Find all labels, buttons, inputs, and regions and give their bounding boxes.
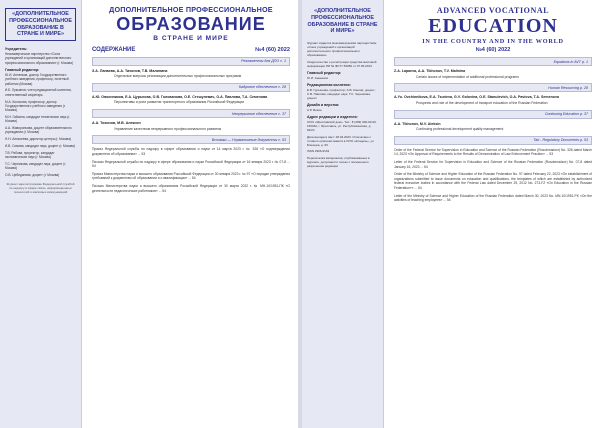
sidebar-board-item: И.Б. Лукьянов, член редакционной коллегии, ответственный секретарь <box>5 88 72 97</box>
docs-section-bar: Вставки — Нормативные документы с. 53 <box>92 135 290 144</box>
toc-header <box>92 47 290 53</box>
toc-title: СОДЕРЖАНИЕ <box>92 46 136 53</box>
sidebar-editor-heading: Главный редактор: <box>5 67 40 72</box>
sidebar-editor-text: Ю.И. Анненков, доктор Государственного учебного заведения, профессор, почетный работник (Москва) <box>5 72 69 86</box>
sidebar-note: Перепечатка материалов, опубликованных в журнале, допускается только с письменного разрешения редакции <box>307 155 370 168</box>
right-page <box>302 0 600 428</box>
sidebar-registration: Свидетельство о регистрации средства массовой информации ПИ № ФС77-53950 от 07.05.2013 <box>307 59 377 68</box>
sidebar-footer: Журнал зарегистрирован Федеральной службой по надзору в сфере связи, информационных технологий и массовых коммуникаций <box>6 182 75 195</box>
section-bar: Equations in AVT p. 1 <box>394 57 592 66</box>
document-item[interactable]: Order of the Ministry of Science and Higher Education of the Russian Federation No. 97 dated February 22, 2023 «On establishment of organizations submitted to issue documents on education and qualifications, the templates of which are established by authorized federal executive bodies in accordance with the Federal Law dated December 29, 2012 No. 273-FZ «On Education in the Russian Federation»» ... 54 <box>394 172 592 191</box>
article-authors: A.A. Tikhonov, M.V. Aleksin <box>394 121 441 126</box>
section-bar: Human Resourcing p. 28 <box>394 83 592 92</box>
article-title[interactable]: Управление качеством непрерывного профессионального развития <box>114 126 222 131</box>
sidebar-board-item: М.Н. Гайсина, кандидат технических наук (г. Москва) <box>5 114 70 124</box>
article-title[interactable]: Отдельные вопросы реализации дополнительных профессиональных программ <box>114 74 242 79</box>
right-sidebar <box>302 0 384 428</box>
sidebar-design-text: А.Р. Фокин <box>307 107 322 112</box>
sidebar-address-text: ООО «Ярославский дом». Тел.: 8 (499) 000-00-00. 150040, г. Ярославль, ул. Республиканская, д. 62/24 <box>307 120 377 133</box>
article-title[interactable]: Prospects and role of the development of transport education of the Russian Federation <box>416 100 548 105</box>
right-main <box>390 0 596 428</box>
section-bar: Регламенты для ДПО с. 1 <box>92 57 290 66</box>
left-main <box>88 0 294 428</box>
masthead <box>92 6 290 43</box>
docs-section-bar: Tab - Regulatory Documents p. 53 <box>394 136 592 145</box>
masthead-line3: В СТРАНЕ И МИРЕ <box>153 34 229 42</box>
masthead-title: ОБРАЗОВАНИЕ <box>116 13 266 34</box>
sidebar-journal-title: «ДОПОЛНИТЕЛЬНОЕ ПРОФЕССИОНАЛЬНОЕ ОБРАЗОВАНИЕ В СТРАНЕ И МИРЕ» <box>307 8 378 35</box>
article-title[interactable]: Перспективы и роли развития транспортного образования Российской Федерации <box>114 100 245 105</box>
masthead-line3: IN THE COUNTRY AND IN THE WORLD <box>422 38 564 45</box>
sidebar-founder-text: Некоммерческое партнерство «Союз учреждений и организаций дополнительного профессионального образования» (г. Москва) <box>5 52 73 65</box>
article-authors: З.А. Лапаева, А.А. Тихонов, Т.В. Малинина <box>92 68 168 73</box>
masthead-line1: ДОПОЛНИТЕЛЬНОЕ ПРОФЕССИОНАЛЬНОЕ <box>109 5 273 14</box>
left-sidebar <box>0 0 82 428</box>
sidebar-design-heading: Дизайн и верстка: <box>307 102 340 107</box>
sidebar-board-item: М.А. Колосова, профессор, доктор Государственного учебного заведения (г. Москва) <box>5 99 66 113</box>
section-bar: Кадровое обеспечение с. 28 <box>92 83 290 92</box>
sidebar-board-item: Т.С. Черникова, кандидат наук, доцент (г. Москва) <box>5 161 66 171</box>
document-item[interactable]: Письмо Министерства науки и высшего образования Российской Федерации от 30 марта 2022 г. № МН-10/1951-ПК «О деятельности педагогических работников» ... 54 <box>92 183 290 193</box>
section-bar: Непрерывное обеспечение с. 37 <box>92 109 290 118</box>
document-item[interactable]: Приказ Министерства науки и высшего образования Российской Федерации от 30 января 2023 г. № 97 «О порядке утверждения требований к документам об образовании и о квалификации» ... 54 <box>92 171 290 181</box>
left-page <box>0 0 298 428</box>
sidebar-board-item: А.А. Жаворонкова, доцент образовательного учреждения (г. Москва) <box>5 126 72 135</box>
sidebar-journal-title: «ДОПОЛНИТЕЛЬНОЕ ПРОФЕССИОНАЛЬНОЕ ОБРАЗОВАНИЕ В СТРАНЕ И МИРЕ» <box>9 11 72 38</box>
article-authors: A.Yu. Ovchinnikova, E.A. Tsurieva, G.V. Golovina, O.E. Stanulevich, O.A. Pavlova, T.A. Semenova <box>394 95 559 100</box>
sidebar-board-item: Т.В. Рябова, проректор, кандидат экономических наук (г. Москва) <box>5 150 55 160</box>
document-item[interactable]: Order of the Federal Service for Supervision in Education and Science of the Russian Federation (Rosobrnadzor) No. 326 dated March 14, 2023 «On Approval of Requirements to the Results of Demonstration of Law Enforcement Practice» ... 53 <box>394 147 592 157</box>
article-title[interactable]: Continuing professional development quality management <box>416 127 504 132</box>
document-item[interactable]: Letter of the Ministry of Science and Higher Education of the Russian Federation dated March 30, 2023 No. MN-10/1951-PK «On the activities of teaching employees» ... 54 <box>394 193 592 203</box>
document-item[interactable]: Письмо Федеральной службы по надзору в сфере образования и науки Российской Федерации от 16 января 2023 г. № 07-8 ... 54 <box>92 159 290 169</box>
sidebar-board-heading: Редакционная коллегия: <box>307 82 351 87</box>
sidebar-address-heading: Адрес редакции и издателя: <box>307 115 358 120</box>
sidebar-journal-box <box>5 8 76 41</box>
document-item[interactable]: Letter of the Federal Service for Supervision in Education and Science of the Russian Federation (Rosobrnadzor) No. 07-8 dated January 16, 2023 ... 54 <box>394 160 592 169</box>
sidebar-board-item: О.В. Цебиданова, доцент (г. Москва) <box>5 173 60 178</box>
document-item[interactable]: Приказ Федеральной службы по надзору в сфере образования и науки от 14 марта 2023 г. № 326 «О подтверждении документов об образовании» ... 53 <box>92 147 290 156</box>
sidebar-intro: Журнал издается Некоммерческим партнерством «Союз учреждений и организаций дополнительного профессионального образования» <box>307 41 377 58</box>
issue-number: №4 (60) 2022 <box>255 46 290 53</box>
sidebar-board-item: И.В. Сомова, кандидат наук, доцент (г. Москва) <box>5 144 75 148</box>
article-authors: А.А. Тихонов, М.В. Алексин <box>92 121 141 126</box>
masthead-en <box>394 6 592 53</box>
sidebar-editor-text: Ю.И. Анненков <box>307 75 328 80</box>
sidebar-founder-heading: Учредитель: <box>5 47 28 51</box>
article-authors: А.Ю. Овчинников, Е.А. Цурьнова, О.В. Голованова, О.Е. Стешулевич, О.А. Павлова, Т.А. Семенова <box>92 94 268 99</box>
sidebar-print-text: Дата выхода в свет: 28.04.2023. Отпечатано с готового оригинал-макета в ООО «Кладезь», ул. Блюхера, д. 60 <box>307 134 375 147</box>
issue-number: №4 (60) 2022 <box>475 47 511 53</box>
sidebar-board-text: Е.В. Гурьянова, профессор; А.В. Конина, доцент; С.В. Павлова, кандидат наук; Т.С. Черникова, доцент <box>307 87 376 100</box>
masthead-line1: ADVANCED VOCATIONAL <box>436 6 550 15</box>
masthead-title: EDUCATION <box>428 15 558 37</box>
sidebar-board-item: Н.Н. Алексеева, директор центра (г. Москва) <box>5 137 72 142</box>
article-authors: Z.A. Lapaeva, A.A. Tikhonov, T.V. Malinina <box>394 69 466 73</box>
section-bar: Continuing Education p. 37 <box>394 110 592 119</box>
article-title[interactable]: Certain issues of implementation of additional professional programs <box>416 74 519 79</box>
sidebar-issn: ISSN 2306-9163 <box>307 149 330 154</box>
sidebar-editor-heading: Главный редактор: <box>307 70 342 75</box>
